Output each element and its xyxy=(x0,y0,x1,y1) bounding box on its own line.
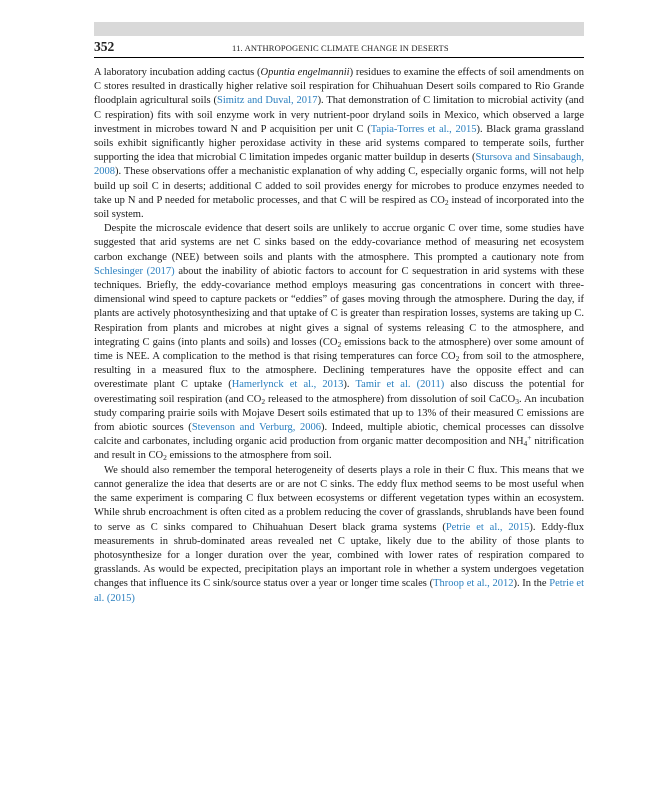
text-span: Opuntia engelmannii xyxy=(260,67,350,78)
text-span: nitrification and result in CO xyxy=(94,436,584,462)
text-span: 2 xyxy=(261,396,266,406)
citation-link[interactable]: Petrie et al., 2015 xyxy=(445,521,530,533)
citation-link[interactable]: Stursova and Sinsabaugh, 2008 xyxy=(94,152,585,178)
citation-link[interactable]: Petrie et al. (2015) xyxy=(94,578,584,604)
text-span: + xyxy=(527,433,532,443)
text-span: ). Black grama grassland soils exhibit significantly higher peroxidase activity in these arid systems compared to temperate soils, further supporting the idea that microbial C limitation impedes organic matter buildup in deserts ( xyxy=(94,123,584,164)
text-span: released to the atmosphere) from dissolution of soil CaCO xyxy=(265,393,516,405)
header-bar xyxy=(94,22,584,36)
citation-link[interactable]: Tapia-Torres et al., 2015 xyxy=(370,123,477,135)
text-span: ). Eddy-flux measurements in shrub-dominated areas revealed net C uptake, likely due to the ability of those plants to photosynthesize for a longer duration over the year, combined with lower rates of respiration compared to grasslands. As would be expected, precipitation plays an important role in whether a system undergoes vegetation changes that influence its C sink/source status over a year or longer time scales ( xyxy=(94,521,584,590)
text-span: 2 xyxy=(163,453,167,463)
text-span: 3 xyxy=(515,396,519,406)
text-span: emissions back to the atmosphere) over some amount of time is NEE. A complication to the method is that rising temperatures can force CO xyxy=(94,336,584,363)
text-span: A laboratory incubation adding cactus ( xyxy=(94,67,261,78)
text-span: . An incubation study comparing prairie soils with Mojave Desert soils estimated that up to 13% of their measured C emissions are from abiotic sources ( xyxy=(94,393,585,434)
paragraph-2 xyxy=(94,222,584,463)
text-span: ). These observations offer a mechanistic explanation of why adding C, especially organic forms, will not help build up soil C in deserts; additional C added to soil provides energy for microbes to produce enzymes needed to take up N and P needed for metabolic processes, and that C will be respired as CO xyxy=(94,166,584,206)
text-span: also discuss the potential for overestimating soil respiration (and CO xyxy=(94,379,584,405)
text-span: emissions to the atmosphere from soil. xyxy=(166,450,332,462)
text-span: instead of incorporated into the soil system. xyxy=(94,194,584,221)
text-span: 4 xyxy=(523,439,528,449)
text-span: Despite the microscale evidence that desert soils are unlikely to accrue organic C over time, some studies have suggested that arid systems are net C sinks based on the eddy-covariance method of measuring net ecosystem carbon exchange (NEE) between soils and plants with the atmosphere. This prompted a cautionary note from xyxy=(94,223,584,263)
text-span: ). xyxy=(343,379,356,391)
text-span: 2 xyxy=(337,339,342,349)
citation-link[interactable]: Throop et al., 2012 xyxy=(433,578,514,590)
running-title: 11. ANTHROPOGENIC CLIMATE CHANGE IN DESERTS xyxy=(232,43,449,53)
paragraph-1 xyxy=(94,66,584,222)
page-header xyxy=(94,37,584,58)
citation-link[interactable]: Hamerlynck et al., 2013 xyxy=(231,379,344,391)
citation-link[interactable]: Simitz and Duval, 2017 xyxy=(217,95,318,107)
text-span: from soil to the atmosphere, resulting in a measured flux to the atmosphere. Declining temperatures have the opposite effect and can overestimate plant C uptake ( xyxy=(94,351,584,391)
text-span: 2 xyxy=(444,197,449,207)
text-span: ). Indeed, multiple abiotic, chemical processes can dissolve calcite and carbonates, including organic acid production from organic matter decomposition and NH xyxy=(94,422,584,448)
paragraph-3 xyxy=(94,464,584,606)
body-text xyxy=(94,66,584,606)
text-span: about the inability of abiotic factors to account for C sequestration in arid systems with these techniques. Briefly, the eddy-covariance method employs measuring gas concentrations in concert with three-dimensional wind speed to capture packets or “eddies” of gases moving through the atmosphere. During the day, if plants are actively photosynthesizing and that uptake of C is greater than respiration losses, systems are taking up C. Respiration from plants and microbes at night gives a signal of systems releasing C to the atmosphere, and integrating C gains (into plants and soils) and losses (CO xyxy=(94,265,584,348)
citation-link[interactable]: Tamir et al. (2011) xyxy=(355,379,445,391)
text-span: 2 xyxy=(455,354,460,364)
text-span: We should also remember the temporal heterogeneity of deserts plays a role in their C flux. This means that we cannot generalize the idea that deserts are or are not C sinks. The eddy flux method seems to be most useful when the same experiment is comparing C flux between ecosystems or different vegetation types within an ecosystem. While shrub encroachment is often cited as a problem reducing the cover of grasslands, shrublands have been found to serve as C sinks compared to Chihuahuan Desert black grama systems ( xyxy=(94,464,584,533)
citation-link[interactable]: Stevenson and Verburg, 2006 xyxy=(191,422,322,434)
citation-link[interactable]: Schlesinger (2017) xyxy=(94,265,175,277)
page-number: 352 xyxy=(94,39,115,54)
text-span: ). That demonstration of C limitation to microbial activity (and C respiration) fits with soil enzyme work in very nutrient-poor dryland soils in Mexico, which observed a large investment in microbes toward N and P acquisition per unit C ( xyxy=(94,95,584,135)
text-span: ). In the xyxy=(513,578,550,590)
text-span: ) residues to examine the effects of soil amendments on C stores resulted in drastically higher relative soil respiration for Chihuahuan Desert soils compared to Rio Grande floodplain agricultural soils ( xyxy=(94,67,584,107)
